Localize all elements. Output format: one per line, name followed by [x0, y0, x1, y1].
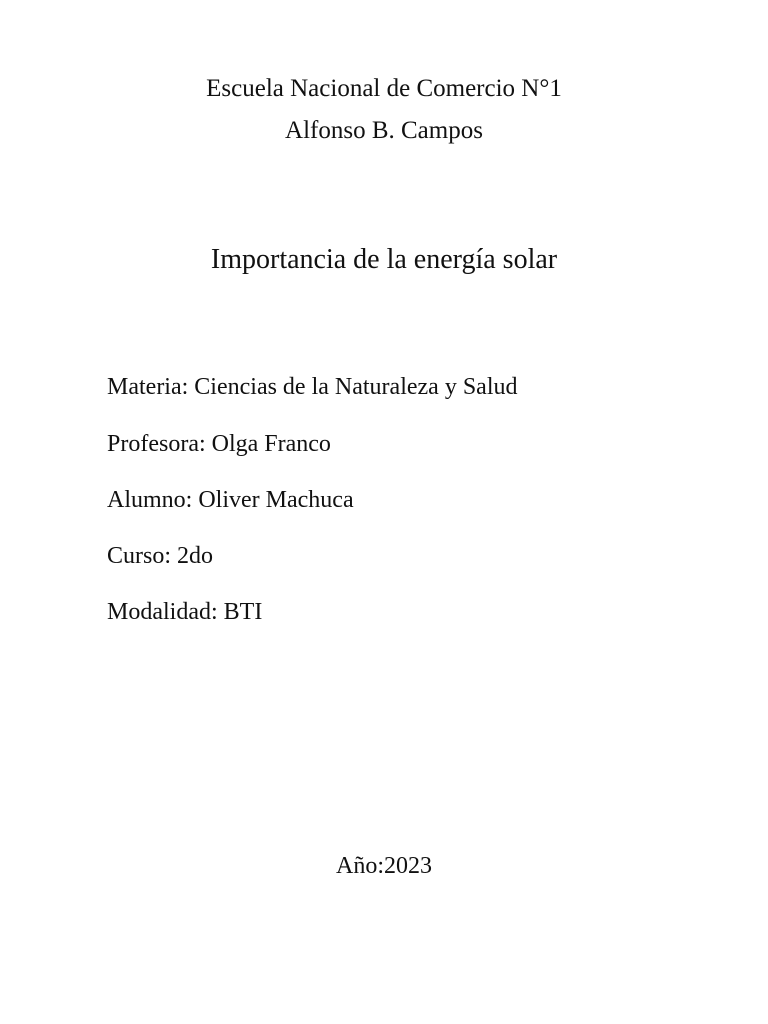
field-alumno: Alumno: Oliver Machuca — [107, 487, 354, 513]
field-materia: Materia: Ciencias de la Naturaleza y Salud — [107, 374, 518, 400]
field-modalidad: Modalidad: BTI — [107, 599, 263, 625]
field-curso: Curso: 2do — [107, 543, 214, 569]
school-subtitle: Alfonso B. Campos — [285, 117, 483, 144]
year-label: Año:2023 — [336, 853, 432, 879]
document-title: Importancia de la energía solar — [210, 244, 558, 275]
school-name: Escuela Nacional de Comercio N°1 — [206, 75, 562, 102]
field-profesora: Profesora: Olga Franco — [107, 431, 331, 457]
